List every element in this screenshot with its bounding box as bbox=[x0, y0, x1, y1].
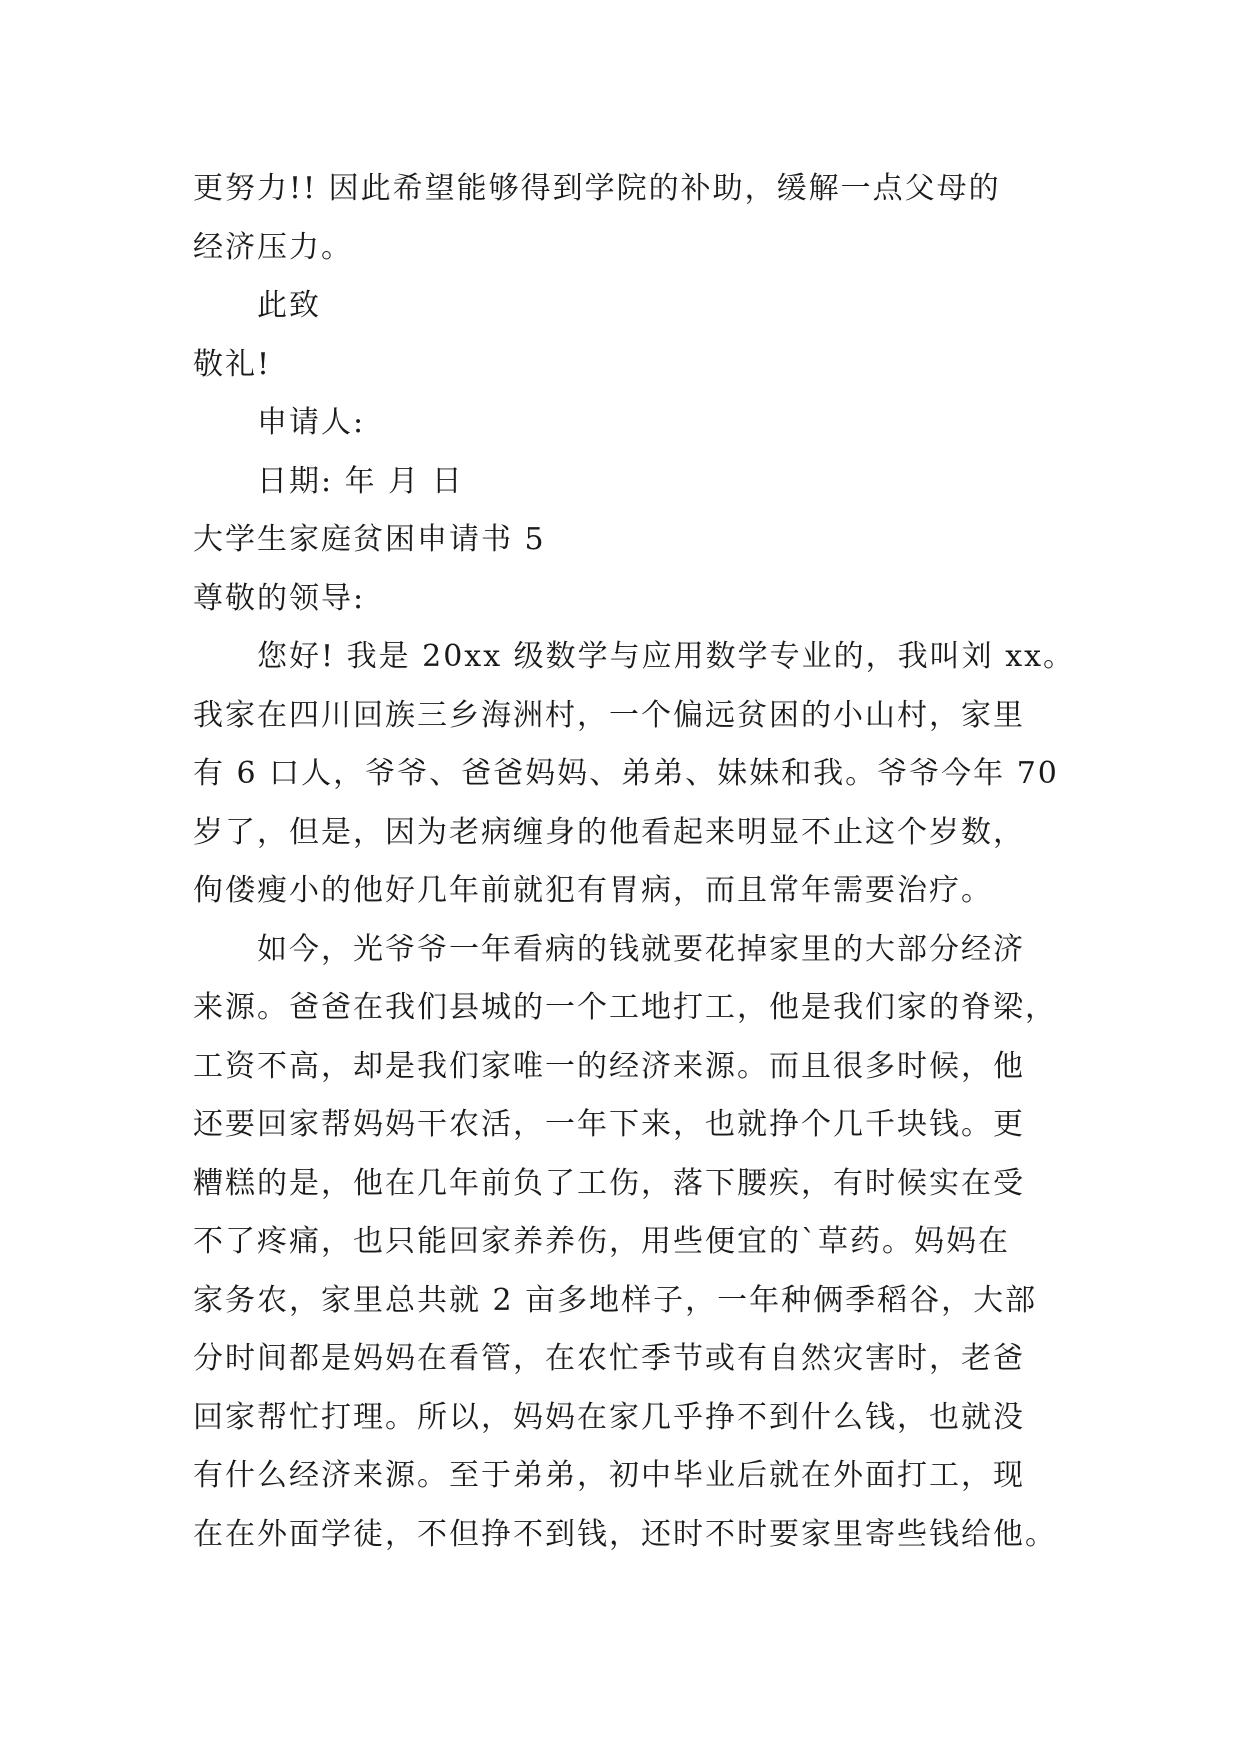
document-body bbox=[193, 160, 1076, 1564]
closing-respect: 敬礼! bbox=[193, 346, 272, 382]
text-line: 分时间都是妈妈在看管，在农忙季节或有自然灾害时，老爸 bbox=[193, 1341, 1025, 1376]
text-line: 回家帮忙打理。所以，妈妈在家几乎挣不到什么钱，也就没 bbox=[193, 1399, 1025, 1435]
text-line: 您好! 我是 20xx 级数学与应用数学专业的，我叫刘 xx。 bbox=[257, 639, 1076, 674]
text-line: 有什么经济来源。至于弟弟，初中毕业后就在外面打工，现 bbox=[193, 1458, 1025, 1493]
text-line: 更努力!! 因此希望能够得到学院的补助，缓解一点父母的 bbox=[193, 171, 1001, 206]
text-line: 来源。爸爸在我们县城的一个工地打工，他是我们家的脊梁， bbox=[193, 990, 1057, 1025]
text-line: 不了疼痛，也只能回家养养伤，用些便宜的`草药。妈妈在 bbox=[193, 1224, 1010, 1259]
text-line: 工资不高，却是我们家唯一的经济来源。而且很多时候，他 bbox=[193, 1048, 1025, 1084]
salutation: 尊敬的领导: bbox=[193, 580, 366, 616]
date-label: 日期: 年 月 日 bbox=[257, 463, 464, 499]
applicant-label: 申请人: bbox=[257, 405, 366, 440]
text-line: 家务农，家里总共就 2 亩多地样子，一年种俩季稻谷，大部 bbox=[193, 1282, 1038, 1318]
text-line: 岁了，但是，因为老病缠身的他看起来明显不止这个岁数， bbox=[193, 814, 1025, 850]
text-line: 在在外面学徒，不但挣不到钱，还时不时要家里寄些钱给他。 bbox=[193, 1516, 1057, 1552]
text-line: 如今，光爷爷一年看病的钱就要花掉家里的大部分经济 bbox=[257, 931, 1025, 967]
text-line: 佝偻瘦小的他好几年前就犯有胃病，而且常年需要治疗。 bbox=[193, 873, 993, 908]
text-line: 经济压力。 bbox=[193, 229, 353, 265]
closing-greeting: 此致 bbox=[257, 288, 321, 323]
text-line: 有 6 口人，爷爷、爸爸妈妈、弟弟、妹妹和我。爷爷今年 70 bbox=[193, 756, 1059, 791]
text-line: 还要回家帮妈妈干农活，一年下来，也就挣个几千块钱。更 bbox=[193, 1107, 1025, 1142]
text-line: 糟糕的是，他在几年前负了工伤，落下腰疾，有时候实在受 bbox=[193, 1165, 1025, 1201]
section-title: 大学生家庭贫困申请书 5 bbox=[193, 522, 546, 557]
text-line: 我家在四川回族三乡海洲村，一个偏远贫困的小山村，家里 bbox=[193, 697, 1025, 733]
